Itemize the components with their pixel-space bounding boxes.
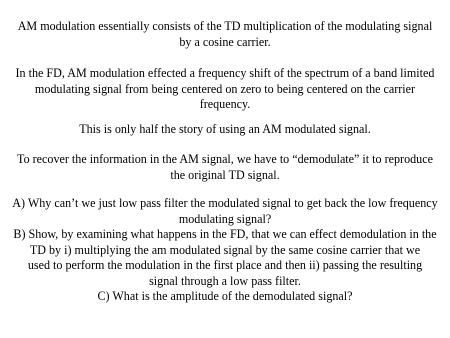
text-line: frequency. [199, 97, 251, 111]
text-line: In the FD, AM modulation effected a frequency shift of the spectrum of a band limited [15, 66, 435, 80]
text-line: To recover the information in the AM signal, we have to “demodulate” it to reproduce [17, 152, 433, 166]
text-line: B) Show, by examining what happens in the FD, that we can effect demodulation in the [13, 227, 437, 241]
text-line: modulating signal? [178, 211, 272, 226]
text-line: signal through a low pass filter. [149, 273, 301, 288]
paragraph-demodulate [0, 152, 450, 183]
text-line: by a cosine carrier. [179, 34, 271, 49]
text-line: modulating signal from being centered on zero to being centered on the carrier [34, 81, 416, 96]
text-line: C) What is the amplitude of the demodulated signal? [97, 289, 353, 303]
text-line: the original TD signal. [170, 167, 280, 182]
text-line: A) Why can’t we just low pass filter the modulated signal to get back the low frequency [12, 196, 438, 210]
text-line: used to perform the modulation in the first place and then ii) passing the resulting [27, 258, 423, 272]
question-b [0, 227, 450, 289]
paragraph-fd-frequency-shift [0, 66, 450, 113]
text-line: This is only half the story of using an AM modulated signal. [79, 122, 371, 136]
text-line: TD by i) multiplying the am modulated signal by the same cosine carrier that we [29, 242, 421, 257]
paragraph-half-story [0, 122, 450, 138]
paragraph-am-multiplication [0, 19, 450, 50]
text-line: AM modulation essentially consists of the TD multiplication of the modulating signal [17, 19, 433, 33]
question-c [0, 289, 450, 305]
question-a [0, 196, 450, 227]
